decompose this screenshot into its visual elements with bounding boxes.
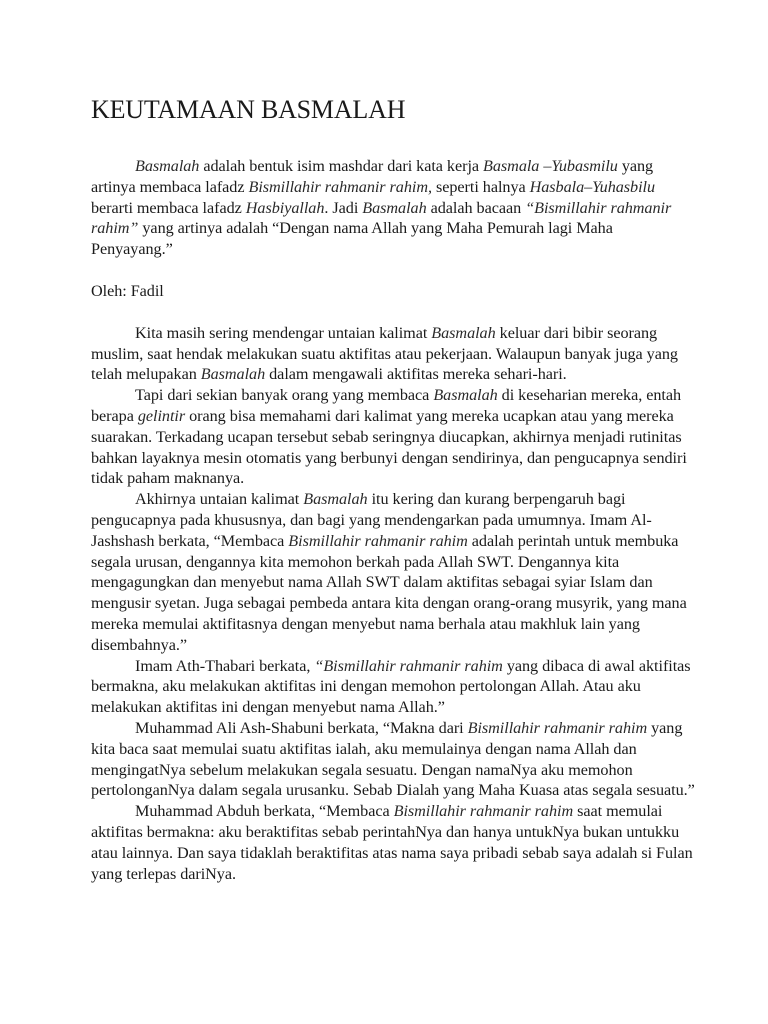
body-text: Tapi dari sekian banyak orang yang membaca — [135, 386, 434, 405]
body-text: saat memulai aktifitas bermakna: aku beraktifitas sebab perintahNya dan hanya untukNya bukan untukku atau lainnya. Dan saya tidaklah beraktifitas atas nama saya pribadi sebab saya adalah si Fulan yang terlepas dariNya. — [91, 802, 693, 883]
body-text: Imam Ath-Thabari berkata, — [135, 656, 315, 675]
page-title: KEUTAMAAN BASMALAH — [91, 95, 406, 124]
body-term: Basmalah — [431, 323, 496, 342]
body-paragraph — [91, 656, 696, 718]
spacer — [91, 302, 696, 323]
body-term: gelintir — [137, 406, 186, 425]
body-paragraph — [91, 323, 696, 385]
intro-term: “Bismillahir rahmanir rahim” — [91, 198, 672, 238]
body-term: Basmalah — [433, 386, 498, 405]
spacer — [91, 260, 696, 281]
body-text: di keseharian mereka, entah berapa — [91, 386, 682, 425]
intro-term: Bismillahir rahmanir rahim, — [248, 177, 432, 196]
body-text: Akhirnya untaian kalimat — [135, 490, 304, 509]
body-term: Basmalah — [200, 365, 266, 384]
intro-term: Basmalah — [362, 198, 427, 217]
intro-term: Basmalah — [135, 157, 200, 175]
body-text: Kita masih sering mendengar untaian kalimat — [135, 323, 432, 342]
intro-term: Hasbiyallah — [245, 198, 325, 217]
body-text: keluar dari bibir seorang muslim, saat hendak melakukan suatu aktifitas atau pekerjaan. Walaupun banyak juga yang telah melupakan — [91, 323, 678, 384]
intro-text: adalah bacaan — [426, 198, 526, 217]
body-paragraph — [91, 385, 696, 489]
body-text: orang bisa memahami dari kalimat yang mereka ucapkan atau yang mereka suarakan. Terkadang ucapan tersebut sebab seringnya diucapkan, akhirnya menjadi rutinitas bahkan layaknya mesin otomatis yang berbunyi dengan sendirinya, dan pengucapnya sendiri tidak paham maknanya. — [91, 406, 687, 488]
intro-text: berarti membaca lafadz — [91, 198, 246, 217]
intro-text: adalah bentuk isim mashdar dari kata kerja — [199, 157, 484, 175]
intro-term: Basmala –Yubasmilu — [483, 157, 618, 175]
body-term: Bismillahir rahmanir rahim — [393, 802, 574, 821]
intro-text: . Jadi — [324, 198, 363, 217]
body-term: Bismillahir rahmanir rahim — [467, 718, 648, 737]
intro-text: yang artinya adalah “Dengan nama Allah yang Maha Pemurah lagi Maha Penyayang.” — [91, 219, 613, 259]
body-term: Basmalah — [303, 490, 368, 509]
intro-term: Hasbala–Yuhasbilu — [529, 177, 656, 196]
intro-text: yang artinya membaca lafadz — [91, 157, 654, 196]
body-text: adalah perintah untuk membuka segala urusan, dengannya kita memohon berkah pada Allah SWT. Dengannya kita mengagungkan dan menyebut nama Allah SWT dalam aktifitas sebagai syiar Islam dan mengusir syetan. Juga sebagai pembeda antara kita dengan orang-orang musyrik, yang mana mereka memulai aktifitasnya dengan menyebut nama berhala atau makhluk lain yang disembahnya.” — [91, 531, 687, 654]
body-term: “Bismillahir rahmanir rahim — [314, 656, 503, 675]
author-line: Oleh: Fadil — [91, 281, 164, 300]
body-text: itu kering dan kurang berpengaruh bagi pengucapnya pada khususnya, dan bagi yang mendengarkan pada umumnya. Imam Al-Jashshash berkata, “Membaca — [91, 490, 652, 550]
body-term: Bismillahir rahmanir rahim — [288, 531, 468, 550]
body-paragraph — [91, 718, 696, 801]
body-text: Muhammad Ali Ash-Shabuni berkata, “Makna dari — [135, 718, 468, 737]
body-text: Muhammad Abduh berkata, “Membaca — [135, 802, 394, 821]
body-text: dalam mengawali aktifitas mereka sehari-hari. — [265, 365, 567, 384]
body-paragraph — [91, 801, 696, 884]
body-paragraph — [91, 489, 696, 655]
body-text: yang kita baca saat memulai suatu aktifitas ialah, aku memulainya dengan nama Allah dan mengingatNya sebelum melakukan segala sesuatu. Dengan namaNya aku memohon pertolonganNya dalam segala urusanku. Sebab Dialah yang Maha Kuasa atas segala sesuatu.” — [91, 718, 695, 800]
intro-paragraph — [91, 156, 696, 260]
intro-text: seperti halnya — [431, 177, 530, 196]
body-text: yang dibaca di awal aktifitas bermakna, aku melakukan aktifitas ini dengan memohon pertolongan Allah. Atau aku melakukan aktifitas ini dengan menyebut nama Allah.” — [91, 656, 691, 717]
